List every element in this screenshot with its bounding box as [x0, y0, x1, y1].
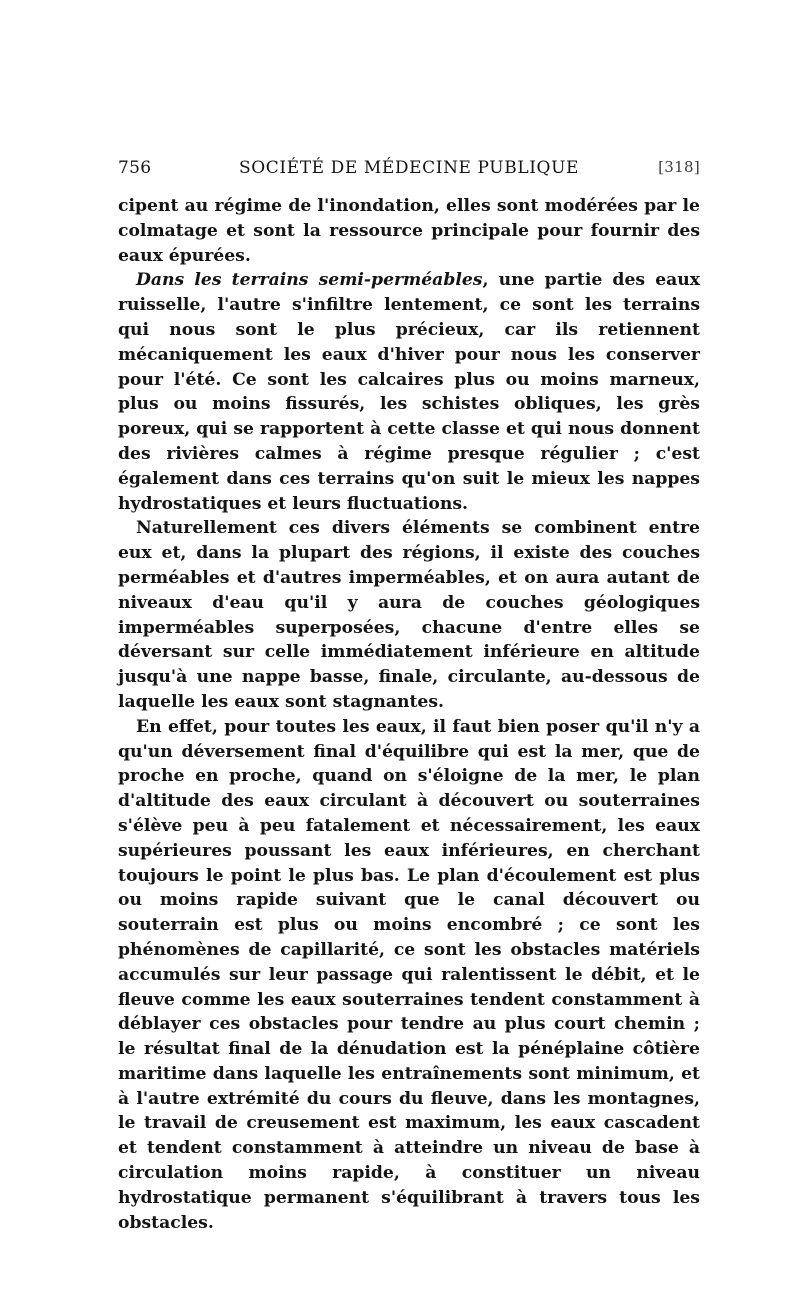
paragraph-text: Naturellement ces divers éléments se combinent entre eux et, dans la plupart des régions, il existe des couches perméables et d'autres imperméables, et on aura autant de niveaux d'eau qu'il y aura de couches géologiques imperméables superposées, chacune d'entre elles se déversant sur celle immédiatement inférieure en altitude jusqu'à une nappe basse, finale, circulante, au-dessous de laquelle les eaux sont stagnantes. — [118, 518, 700, 712]
paragraph-combinations — [118, 516, 700, 714]
bracket-number: [318] — [658, 158, 700, 176]
running-title: SOCIÉTÉ DE MÉDECINE PUBLIQUE — [238, 158, 579, 178]
paragraph-continuation — [118, 194, 700, 268]
paragraph-equilibrium — [118, 715, 700, 1236]
italic-lead: Dans les terrains semi-perméables — [136, 270, 483, 291]
paragraph-text: cipent au régime de l'inondation, elles sont modérées par le colmatage et sont la ressource principale pour fournir des eaux épurées. — [118, 196, 700, 266]
running-head — [118, 158, 700, 186]
paragraph-text: , une partie des eaux ruisselle, l'autre s'infiltre lentement, ce sont les terrains qui nous sont le plus précieux, car ils retiennent mécaniquement les eaux d'hiver pour nous les conserver pour l'été. Ce sont les calcaires plus ou moins marneux, plus ou moins fissurés, les schistes obliques, les grès poreux, qui se rapportent à cette classe et qui nous donnent des rivières calmes à régime presque régulier ; c'est également dans ces terrains qu'on suit le mieux les nappes hydrostatiques et leurs fluctuations. — [118, 270, 701, 514]
page-number: 756 — [118, 158, 152, 178]
paragraph-text: En effet, pour toutes les eaux, il faut bien poser qu'il n'y a qu'un déversement final d'équilibre qui est la mer, que de proche en proche, quand on s'éloigne de la mer, le plan d'altitude des eaux circulant à découvert ou souterraines s'élève peu à peu fatalement et nécessairement, les eaux supérieures poussant les eaux inférieures, en cherchant toujours le point le plus bas. Le plan d'écoulement est plus ou moins rapide suivant que le canal découvert ou souterrain est plus ou moins encombré ; ce sont les phénomènes de capillarité, ce sont les obstacles matériels accumulés sur leur passage qui ralentissent le débit, et le fleuve comme les eaux souterraines tendent constamment à déblayer ces obstacles pour tendre au plus court chemin ; le résultat final de la dénudation est la pénéplaine côtière maritime dans laquelle les entraînements sont minimum, et à l'autre extrémité du cours du fleuve, dans les montagnes, le travail de creusement est maximum, les eaux cascadent et tendent constamment à atteindre un niveau de base à circulation moins rapide, à constituer un niveau hydrostatique permanent s'équilibrant à travers tous les obstacles. — [118, 716, 700, 1233]
body-text — [118, 194, 700, 1235]
paragraph-semi-permeable — [118, 268, 700, 516]
